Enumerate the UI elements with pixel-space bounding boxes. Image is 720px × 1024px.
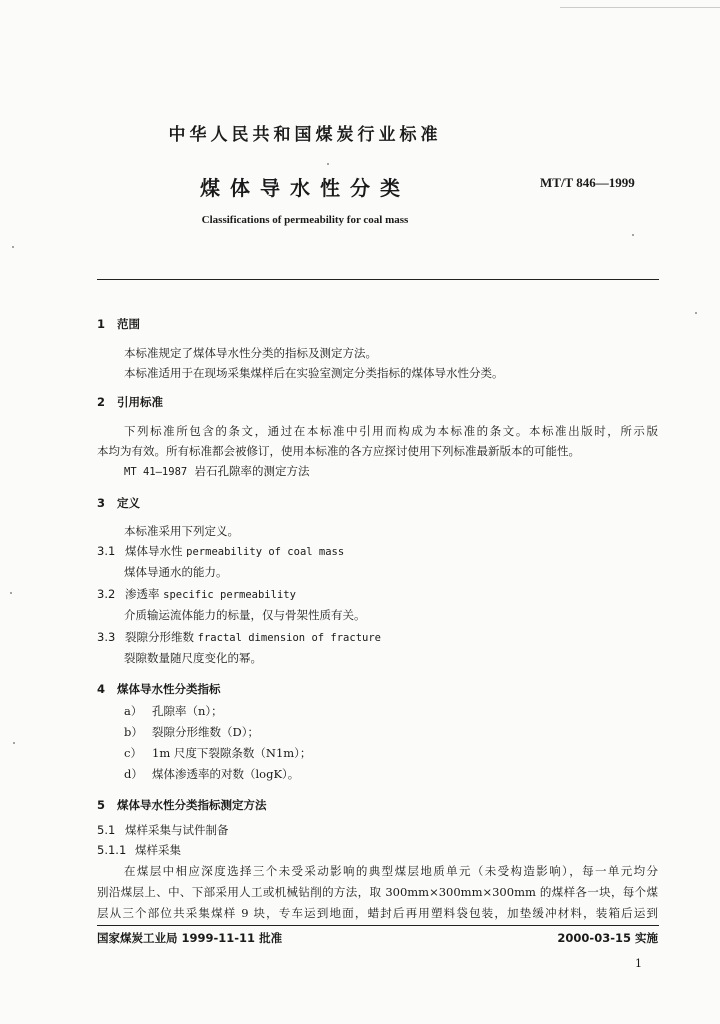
- scan-speck: [695, 312, 697, 314]
- section-number: 4: [97, 682, 106, 696]
- section-number: 1: [97, 317, 106, 331]
- approval-date: 国家煤炭工业局 1999-11-11 批准: [97, 931, 283, 945]
- section-number: 3: [97, 496, 106, 510]
- section-4-heading: [97, 682, 221, 696]
- footer-divider: [97, 925, 659, 926]
- section-title: 引用标准: [117, 395, 163, 409]
- scan-speck: [327, 163, 329, 165]
- definition-english: permeability of coal mass: [186, 546, 345, 558]
- scan-speck: [10, 592, 12, 594]
- reference-code: MT 41—1987: [124, 466, 188, 478]
- list-item: [124, 704, 223, 718]
- list-item-text: 煤体渗透率的对数（logK）。: [152, 767, 300, 781]
- subsection-title: 煤样采集: [135, 843, 181, 857]
- paragraph-line: 在煤层中相应深度选择三个未受采动影响的典型煤层地质单元（未受构造影响），每一单元均分: [124, 864, 658, 878]
- list-item: [124, 725, 259, 739]
- paragraph-line: 层从三个部位共采集煤样 9 块，专车运到地面，蜡封后再用塑料袋包装，加垫缓冲材料，装箱后运到: [97, 906, 658, 920]
- definition-english: fractal dimension of fracture: [197, 632, 381, 644]
- list-item: [124, 746, 311, 760]
- definition-number: 3.3: [97, 630, 116, 644]
- definition-number: 3.1: [97, 544, 116, 558]
- section-number: 5: [97, 798, 106, 812]
- scan-speck: [13, 742, 15, 744]
- document-title: 煤体导水性分类: [200, 176, 410, 200]
- paragraph: 本标准规定了煤体导水性分类的指标及测定方法。: [124, 346, 377, 360]
- org-title: 中华人民共和国煤炭行业标准: [168, 125, 442, 145]
- scan-speck: [12, 246, 14, 248]
- header-divider: [97, 279, 659, 280]
- definition-text: 裂隙数量随尺度变化的幂。: [124, 651, 262, 665]
- page-number: 1: [635, 957, 642, 970]
- section-3-heading: [97, 496, 140, 510]
- definition-3-1: [97, 544, 344, 559]
- subsection-5-1-1: [97, 843, 181, 857]
- list-item-label: d）: [124, 767, 143, 781]
- definition-3-3: [97, 630, 381, 645]
- section-title: 煤体导水性分类指标测定方法: [117, 798, 267, 812]
- effective-date: 2000-03-15 实施: [557, 931, 658, 945]
- english-title: Classifications of permeability for coal mass: [201, 214, 409, 226]
- list-item-label: a）: [124, 704, 143, 718]
- definition-text: 煤体导通水的能力。: [124, 565, 228, 579]
- definition-term: 煤体导水性: [125, 544, 183, 558]
- scan-speck: [632, 234, 634, 236]
- reference-title: 岩石孔隙率的测定方法: [194, 464, 310, 478]
- scan-edge-line: [560, 7, 720, 8]
- subsection-5-1: [97, 823, 229, 837]
- definition-term: 渗透率: [125, 587, 160, 601]
- section-title: 煤体导水性分类指标: [117, 682, 221, 696]
- section-title: 定义: [117, 496, 140, 510]
- paragraph-line: 别沿煤层上、中、下部采用人工或机械钻削的方法，取 300mm×300mm×300mm 的煤样各一块，每个煤: [97, 885, 658, 899]
- paragraph-line: 本均为有效。所有标准都会被修订，使用本标准的各方应探讨使用下列标准最新版本的可能性。: [97, 444, 580, 458]
- subsection-number: 5.1.1: [97, 843, 127, 857]
- section-2-heading: [97, 395, 163, 409]
- paragraph: 本标准适用于在现场采集煤样后在实验室测定分类指标的煤体导水性分类。: [124, 366, 504, 380]
- section-1-heading: [97, 317, 140, 331]
- list-item-text: 裂隙分形维数（D）；: [152, 725, 259, 739]
- list-item-text: 1m 尺度下裂隙条数（N1m）；: [152, 746, 312, 760]
- list-item-label: b）: [124, 725, 143, 739]
- list-item-text: 孔隙率（n）；: [152, 704, 223, 718]
- section-5-heading: [97, 798, 267, 812]
- section-number: 2: [97, 395, 106, 409]
- standard-code: MT/T 846—1999: [540, 175, 635, 190]
- list-item: [124, 767, 299, 781]
- definition-term: 裂隙分形维数: [125, 630, 194, 644]
- section-title: 范围: [117, 317, 140, 331]
- paragraph: 本标准采用下列定义。: [124, 524, 239, 538]
- definition-english: specific permeability: [163, 589, 296, 601]
- list-item-label: c）: [124, 746, 142, 760]
- reference-entry: [124, 464, 310, 479]
- definition-3-2: [97, 587, 296, 602]
- definition-number: 3.2: [97, 587, 116, 601]
- subsection-title: 煤样采集与试件制备: [125, 823, 229, 837]
- definition-text: 介质输运流体能力的标量，仅与骨架性质有关。: [124, 608, 366, 622]
- paragraph-line: 下列标准所包含的条文，通过在本标准中引用而构成为本标准的条文。本标准出版时，所示版: [124, 424, 658, 438]
- subsection-number: 5.1: [97, 823, 116, 837]
